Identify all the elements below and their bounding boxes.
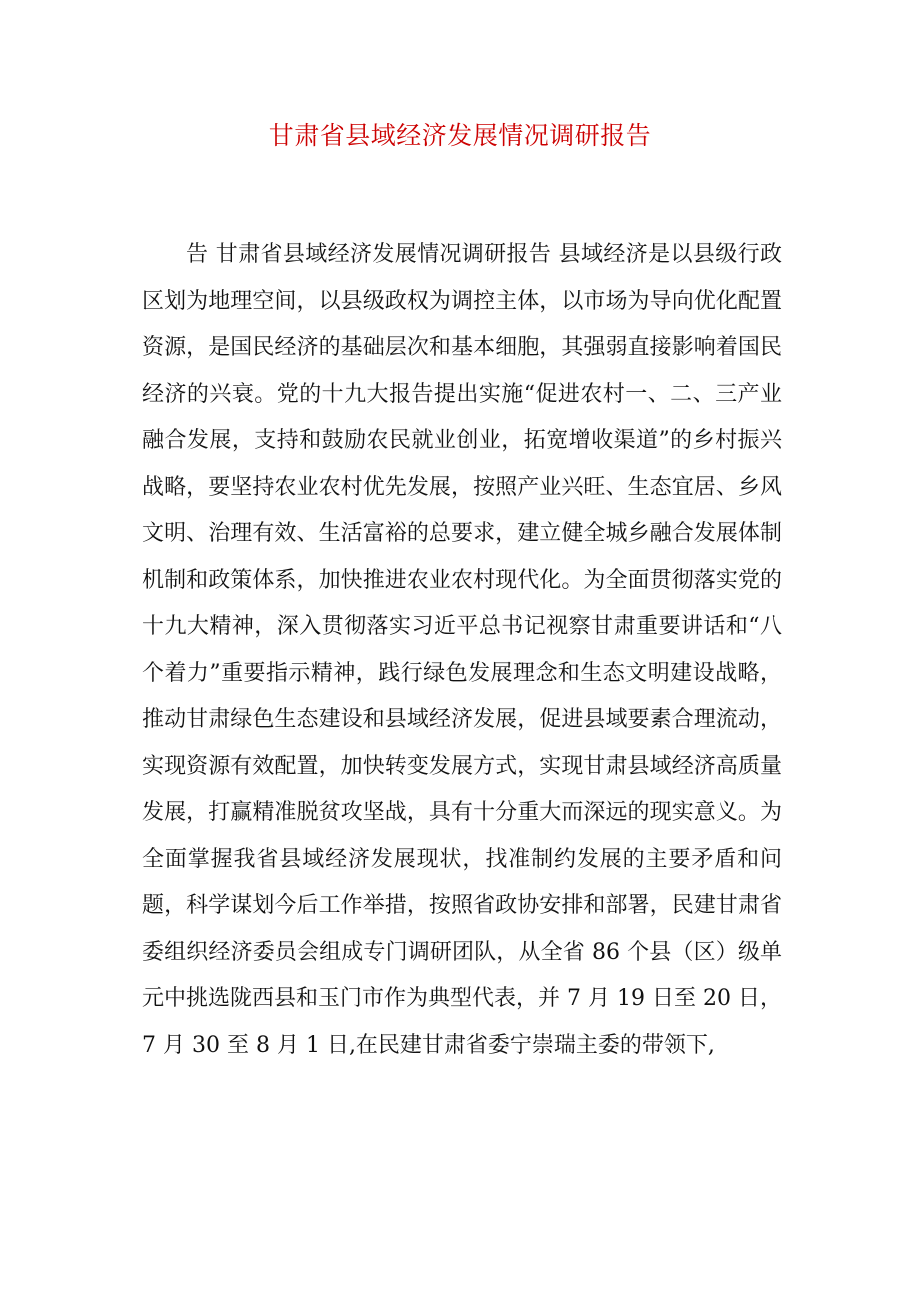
document-body-paragraph: 告 甘肃省县域经济发展情况调研报告 县域经济是以县级行政区划为地理空间，以县级政权为调控主体，以市场为导向优化配置资源，是国民经济的基础层次和基本细胞，其强弱直接影响着国民经济的兴衰。党的十九大报告提出实施“促进农村一、二、三产业融合发展，支持和鼓励农民就业创业，拓宽增收渠道”的乡村振兴战略，要坚持农业农村优先发展，按照产业兴旺、生态宜居、乡风文明、治理有效、生活富裕的总要求，建立健全城乡融合发展体制机制和政策体系，加快推进农业农村现代化。为全面贯彻落实党的十九大精神，深入贯彻落实习近平总书记视察甘肃重要讲话和“八个着力”重要指示精神，践行绿色发展理念和生态文明建设战略，推动甘肃绿色生态建设和县域经济发展，促进县域要素合理流动，实现资源有效配置，加快转变发展方式，实现甘肃县域经济高质量发展，打赢精准脱贫攻坚战，具有十分重大而深远的现实意义。为全面掌握我省县域经济发展现状，找准制约发展的主要矛盾和问题，科学谋划今后工作举措，按照省政协安排和部署，民建甘肃省委组织经济委员会组成专门调研团队，从全省 86 个县（区）级单元中挑选陇西县和玉门市作为典型代表，并 7 月 19 日至 20 日，7 月 30 至 8 月 1 日,在民建甘肃省委宁崇瑞主委的带领下, bbox=[142, 242, 782, 1058]
document-title: 甘肃省县域经济发展情况调研报告 bbox=[268, 121, 652, 150]
